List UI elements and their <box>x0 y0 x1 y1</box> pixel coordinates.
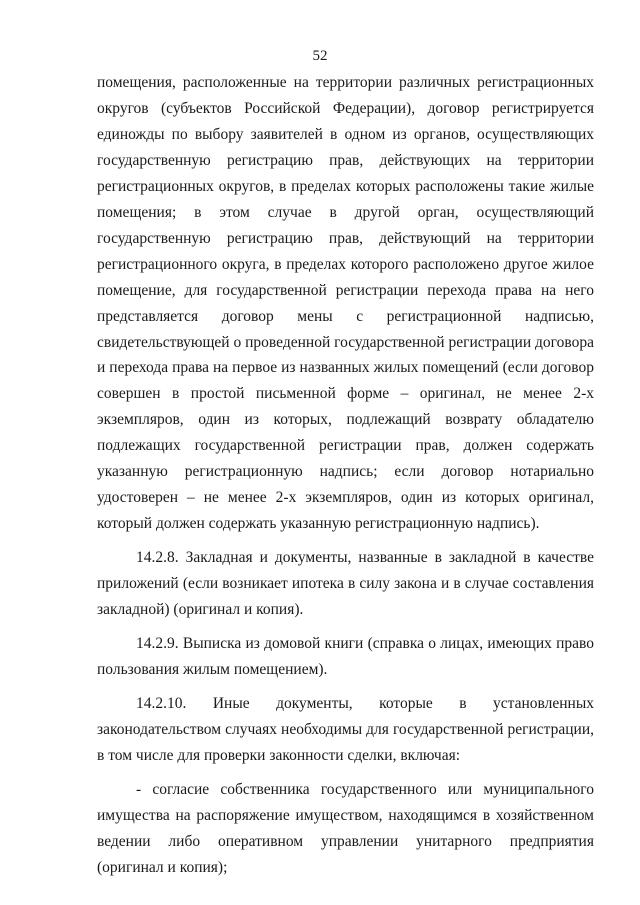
page-body <box>97 70 594 881</box>
paragraph-item-14-2-9: 14.2.9. Выписка из домовой книги (справка о лицах, имеющих право пользования жилым помещением). <box>97 635 594 678</box>
paragraph-continuation: помещения, расположенные на территории различных регистрационных округов (субъектов Российской Федерации), договор регистрируется единожды по выбору заявителей в одном из органов, осуществляющих государственную регистрацию прав, действующих на территории регистрационных округов, в пределах которых расположены такие жилые помещения; в этом случае в другой орган, осуществляющий государственную регистрацию прав, действующий на территории регистрационного округа, в пределах которого расположено другое жилое помещение, для государственной регистрации перехода права на него представляется договор мены с регистрационной надписью, свидетельствующей о проведенной государственной регистрации договора и перехода права на первое из названных жилых помещений (если договор совершен в простой письменной форме – оригинал, не менее 2-х экземпляров, один из которых, подлежащий возврату обладателю подлежащих государственной регистрации прав, должен содержать указанную регистрационную надпись; если договор нотариально удостоверен – не менее 2-х экземпляров, один из которых оригинал, который должен содержать указанную регистрационную надпись). <box>97 74 594 533</box>
list-item-owner-consent: - согласие собственника государственного или муниципального имущества на распоряжение имуществом, находящимся в хозяйственном ведении либо оперативном управлении унитарного предприятия (оригинал и копия); <box>97 780 594 876</box>
paragraph-item-14-2-8: 14.2.8. Закладная и документы, названные в закладной в качестве приложений (если возникает ипотека в силу закона и в случае составления закладной) (оригинал и копия). <box>97 549 594 619</box>
page-number: 52 <box>312 48 328 64</box>
paragraph-item-14-2-10: 14.2.10. Иные документы, которые в установленных законодательством случаях необходимы для государственной регистрации, в том числе для проверки законности сделки, включая: <box>97 694 594 764</box>
